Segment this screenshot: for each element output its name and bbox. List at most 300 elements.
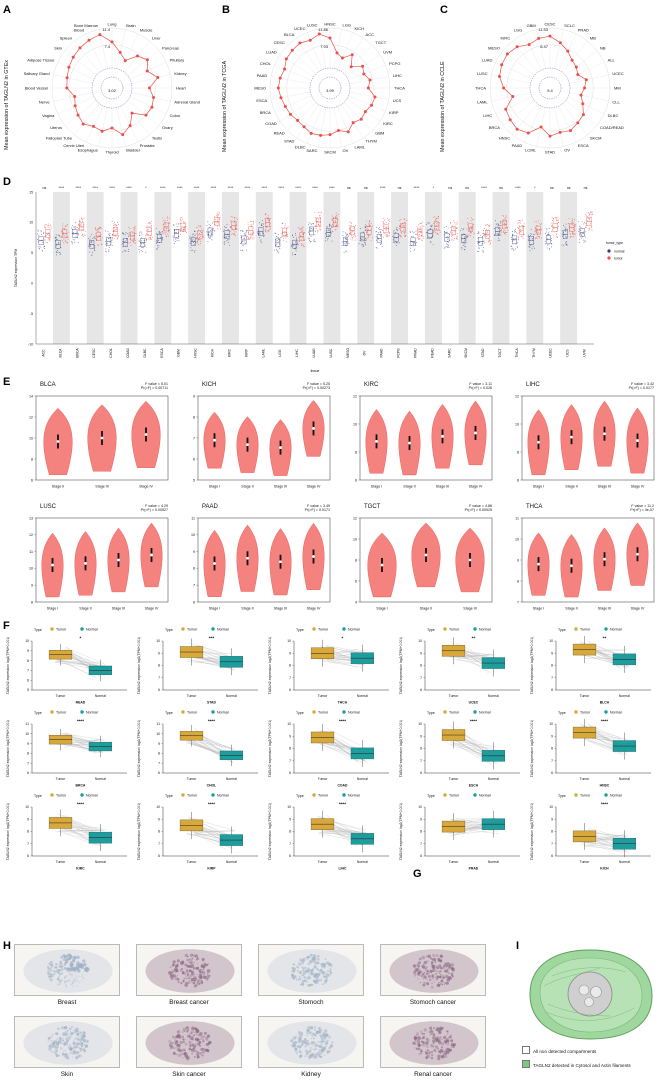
boxplot-chart-esca [395,707,526,789]
svg-text:7.4: 7.4 [104,43,110,49]
f-value: F value = 4.86 [469,504,492,508]
svg-text:Tumor: Tumor [580,710,591,715]
svg-text:6: 6 [31,478,33,483]
svg-text:8: 8 [420,746,422,751]
svg-text:Normal: Normal [618,860,630,864]
svg-text:Tumor: Tumor [580,627,591,632]
svg-text:9: 9 [289,817,291,822]
svg-text:10: 10 [156,805,160,810]
svg-text:Nerve: Nerve [38,99,50,105]
svg-text:normal: normal [614,249,625,254]
svg-text:9: 9 [420,817,422,822]
svg-text:Stage I: Stage I [370,484,383,489]
svg-text:Stage IV: Stage IV [630,606,645,611]
ihc-image-stomoch-cancer [380,944,486,996]
svg-text:Normal: Normal [356,694,368,698]
legend-swatch-nondetected [522,1046,530,1054]
svg-text:SARC: SARC [306,148,318,154]
violin-svg [14,502,174,620]
panel-letter-e: E [3,376,11,388]
svg-text:NB: NB [600,45,606,51]
svg-text:Type: Type [34,628,42,632]
svg-text:13: 13 [29,516,33,521]
svg-text:****: **** [76,801,85,807]
p-value: Pr(>F) = 0.0171 [304,508,330,513]
svg-text:PAAD: PAAD [511,142,523,148]
svg-text:ns: ns [42,186,47,190]
svg-text:8: 8 [551,829,553,834]
svg-text:Normal: Normal [86,627,98,632]
svg-text:****: **** [481,186,487,190]
radial-chart-b [226,4,438,174]
svg-text:Adipose Tissue: Adipose Tissue [27,57,55,63]
ihc-svg [259,1017,364,1068]
svg-text:6: 6 [289,771,291,776]
svg-text:ns: ns [363,186,368,190]
svg-text:10: 10 [418,805,422,810]
boxplot-chart-hnsc [526,707,657,789]
svg-text:Bone Marrow: Bone Marrow [73,22,98,28]
violin-chart-lihc [500,380,660,498]
svg-text:7: 7 [158,675,160,680]
boxplot-svg [2,707,133,789]
boxplot-svg [395,707,526,789]
svg-text:Spleen: Spleen [59,35,73,41]
svg-text:PAAD: PAAD [379,348,384,358]
svg-text:PRAD: PRAD [577,27,589,33]
svg-text:CESC: CESC [544,21,556,27]
ihc-label: Renal cancer [414,1071,452,1078]
svg-text:9: 9 [289,734,291,739]
svg-text:CHOL: CHOL [259,60,271,66]
svg-text:DLBC: DLBC [294,144,306,150]
svg-text:6: 6 [289,688,291,693]
svg-text:TAGLN2 expression log2(TPM+0.0: TAGLN2 expression log2(TPM+0.001) [137,636,141,695]
svg-text:STAD: STAD [481,348,486,358]
svg-text:12: 12 [353,394,357,399]
svg-text:ns: ns [465,186,470,190]
boxplot-svg [395,624,526,706]
svg-text:Bladder: Bladder [126,147,141,153]
svg-text:****: **** [295,186,301,190]
violin-stats [392,504,492,513]
svg-text:MB: MB [589,35,596,41]
svg-text:6: 6 [355,478,357,483]
boxplot-strip-d [8,178,654,374]
svg-text:10: 10 [25,639,29,644]
svg-text:7: 7 [289,841,291,846]
svg-text:6: 6 [551,688,553,693]
svg-text:Tumor: Tumor [187,627,198,632]
svg-text:8: 8 [289,663,291,668]
ihc-svg [381,1017,486,1068]
panel-i-legend-1 [522,1046,596,1054]
svg-text:TAGLN2 expression log2(TPM+0.0: TAGLN2 expression log2(TPM+0.001) [268,802,272,861]
svg-text:6: 6 [193,600,195,605]
svg-text:3.99: 3.99 [326,88,334,93]
svg-text:Tumor: Tumor [187,710,198,715]
svg-text:LGG: LGG [278,349,283,357]
violin-svg [500,502,660,620]
violin-svg [500,380,660,498]
svg-text:Pituitary: Pituitary [169,57,185,63]
svg-text:****: **** [278,186,284,190]
svg-text:Type: Type [34,711,42,715]
svg-text:*: * [341,635,344,641]
svg-text:Normal: Normal [348,793,360,798]
svg-text:Tumor: Tumor [56,710,67,715]
svg-text:Tumor: Tumor [580,793,591,798]
svg-text:9: 9 [420,651,422,656]
svg-text:8: 8 [31,457,33,462]
svg-text:MESO: MESO [345,348,350,358]
f-value: F value = 5.01 [145,382,168,386]
svg-text:4: 4 [355,600,357,605]
violin-stats [68,504,168,513]
svg-text:LIHC: LIHC [338,866,347,871]
svg-text:10: 10 [25,805,29,810]
svg-text:Liver: Liver [151,35,161,41]
svg-text:-10: -10 [28,342,33,347]
svg-text:12: 12 [29,415,33,420]
svg-text:Tumor: Tumor [317,860,328,864]
svg-text:Normal: Normal [86,710,98,715]
violin-stats [554,382,654,391]
svg-text:9: 9 [551,651,553,656]
svg-text:CHOL: CHOL [109,348,114,358]
svg-text:KIRP: KIRP [389,109,399,115]
svg-text:14: 14 [29,394,33,399]
svg-text:Normal: Normal [610,627,622,632]
svg-text:8: 8 [355,558,357,563]
svg-text:6: 6 [289,854,291,859]
violin-title: PAAD [202,504,218,510]
svg-text:PCPG: PCPG [389,60,401,66]
cell-svg [522,946,658,1042]
radial-chart-c [444,4,658,174]
svg-text:Stage IV: Stage IV [139,484,153,489]
radial-chart-a [8,4,220,174]
violin-chart-thca [500,502,660,620]
p-value: Pr(>F) = 0.026 [468,386,492,391]
svg-text:Stage II: Stage II [51,484,65,489]
svg-text:LUSC: LUSC [476,71,488,77]
svg-text:11: 11 [25,722,29,727]
svg-text:Type: Type [296,628,304,632]
svg-text:Stage IV: Stage IV [306,606,321,611]
svg-text:ACC: ACC [365,32,375,38]
svg-text:Normal: Normal [356,860,368,864]
svg-text:8.47: 8.47 [540,43,548,49]
ihc-image-kidney [258,1016,364,1068]
svg-text:Tumor: Tumor [55,860,66,864]
boxplot-chart-kirp [133,790,264,872]
svg-text:7: 7 [551,675,553,680]
svg-text:SKCM: SKCM [589,135,602,141]
svg-text:Stage IV: Stage IV [468,484,483,489]
svg-text:11: 11 [515,516,519,521]
svg-text:Tumor: Tumor [55,777,66,781]
svg-text:GBM: GBM [176,349,181,357]
svg-text:****: **** [244,186,251,190]
panel-c-ytitle: Mean expression of TAGLN2 in CCLE [440,61,446,152]
svg-text:8: 8 [551,746,553,751]
svg-text:Heart: Heart [176,85,186,91]
svg-text:*: * [534,186,536,190]
svg-text:Colon: Colon [169,113,181,119]
svg-text:7: 7 [27,841,29,846]
boxplot-chart-lihc [264,790,395,872]
svg-text:6: 6 [420,688,422,693]
svg-text:10: 10 [156,732,160,736]
violin-stats [230,504,330,513]
svg-text:Tumor: Tumor [186,777,197,781]
svg-text:KIRC: KIRC [383,120,393,126]
svg-text:HNSC: HNSC [193,348,198,358]
svg-text:Type: Type [296,711,304,715]
svg-text:Type: Type [34,794,42,798]
svg-text:Tumor: Tumor [448,860,459,864]
boxplot-svg [526,624,657,706]
svg-text:9: 9 [517,558,519,563]
svg-text:Normal: Normal [610,793,622,798]
svg-text:Stage I: Stage I [532,606,545,611]
svg-text:8: 8 [517,450,519,455]
boxplot-chart-kirc [2,790,133,872]
svg-text:LCML: LCML [525,147,536,153]
svg-text:6: 6 [158,688,160,693]
svg-text:7: 7 [27,761,29,766]
svg-text:UCS: UCS [392,97,402,103]
svg-text:THCA: THCA [394,85,405,91]
svg-text:Stage IV: Stage IV [144,606,159,611]
svg-text:OV: OV [564,147,571,153]
svg-text:****: **** [126,186,132,190]
svg-text:9: 9 [31,583,33,588]
f-value: F value = 11.2 [631,504,654,508]
svg-text:8: 8 [355,450,357,455]
svg-text:SCLC: SCLC [564,22,575,28]
svg-text:5: 5 [27,688,29,693]
svg-text:TAGLN2 expression log2(TPM+0.0: TAGLN2 expression log2(TPM+0.001) [399,802,403,861]
svg-text:MESO: MESO [488,45,500,51]
svg-text:TAGLN2 expression log2(TPM+0.0: TAGLN2 expression log2(TPM+0.001) [6,719,10,778]
svg-text:tumor: tumor [614,256,623,261]
svg-text:6: 6 [355,579,357,584]
svg-text:*: * [79,635,82,641]
svg-text:Tumor: Tumor [449,710,460,715]
svg-text:9: 9 [289,651,291,656]
svg-text:*: * [432,186,435,190]
svg-text:Muscle: Muscle [139,27,153,33]
svg-text:7: 7 [420,841,422,846]
svg-text:6: 6 [27,678,29,683]
svg-text:LGG: LGG [342,22,351,28]
ihc-image-stomoch [258,944,364,996]
p-value: Pr(>F) = 0.00527 [140,508,168,513]
svg-text:8: 8 [517,579,519,584]
svg-text:LUSC: LUSC [328,348,333,358]
violin-stats [554,504,654,513]
svg-text:BRCA: BRCA [259,109,271,115]
ihc-image-skin-cancer [136,1016,242,1068]
svg-text:Type: Type [165,711,173,715]
svg-text:7.93: 7.93 [320,43,328,49]
svg-text:Adrenal Gland: Adrenal Gland [174,99,200,105]
svg-text:ESCA: ESCA [577,142,589,148]
svg-text:****: **** [469,718,478,724]
svg-text:5: 5 [31,251,33,256]
svg-text:7: 7 [420,758,422,763]
svg-text:UCS: UCS [565,349,570,357]
svg-text:TAGLN2 expression log2(TPM+0.0: TAGLN2 expression log2(TPM+0.001) [530,719,534,778]
svg-text:6: 6 [27,771,29,776]
svg-text:THCA: THCA [475,85,486,91]
svg-text:Tumor: Tumor [579,777,590,781]
svg-text:****: **** [75,186,82,190]
svg-text:9: 9 [27,817,29,822]
svg-text:Normal: Normal [94,860,106,864]
boxplot-svg [264,624,395,706]
ihc-svg [137,1017,242,1068]
ihc-svg [259,945,364,996]
svg-text:KICH: KICH [210,348,215,358]
svg-text:ESCA: ESCA [159,348,164,358]
svg-text:OV: OV [362,350,367,356]
svg-text:THYM: THYM [531,348,536,358]
svg-text:Normal: Normal [217,627,229,632]
svg-text:10: 10 [25,732,29,736]
svg-text:DLBC: DLBC [607,113,619,119]
svg-text:HNSC: HNSC [599,783,610,788]
panel-i-legend-2 [522,1060,631,1069]
svg-text:****: **** [92,186,98,190]
svg-text:KIRC: KIRC [500,35,511,41]
violin-title: BLCA [40,382,56,388]
svg-text:5.4: 5.4 [547,88,553,93]
ihc-label: Stomoch [298,999,324,1006]
violin-title: KIRC [364,382,379,388]
svg-text:HNSC: HNSC [324,21,336,27]
panel-b-ytitle: Mean expression of TAGLN2 in TCGA [222,60,228,152]
svg-text:BRCA: BRCA [488,125,500,131]
boxplot-chart-coad [264,707,395,789]
svg-text:TGCT: TGCT [375,40,387,46]
panel-letter-g: G [413,868,422,880]
boxplot-chart-thca [264,624,395,706]
svg-text:CESC: CESC [273,40,285,46]
svg-text:8: 8 [158,829,160,834]
panel-letter-b: B [222,4,230,16]
svg-text:9: 9 [193,549,195,554]
svg-text:LAML: LAML [477,99,488,105]
boxplot-svg [526,790,657,872]
panel-a-ytitle: Mean expression of TAGLN2 in GTEx [4,60,10,150]
svg-text:LUAD: LUAD [312,348,316,358]
f-value: F value = 3.42 [631,382,654,386]
svg-text:ns: ns [448,186,453,190]
svg-text:TAGLN2 expression log2(TPM+0.0: TAGLN2 expression log2(TPM+0.001) [399,636,403,695]
svg-text:Tumor: Tumor [55,694,66,698]
svg-text:THYM: THYM [365,138,377,144]
svg-text:ESCA: ESCA [256,97,268,103]
boxplot-chart-blca [526,624,657,706]
svg-text:GBM: GBM [526,22,536,28]
svg-text:0: 0 [31,281,33,286]
svg-text:MM: MM [614,85,621,91]
svg-text:Stage III: Stage III [597,606,612,611]
svg-text:11: 11 [191,516,195,521]
ihc-image-breast-cancer [136,944,242,996]
svg-text:****: **** [207,718,216,724]
svg-text:STAD: STAD [284,138,295,144]
svg-text:10: 10 [287,639,291,644]
svg-text:****: **** [76,718,85,724]
violin-chart-kirc [338,380,498,498]
svg-text:CHOL: CHOL [206,783,217,788]
svg-text:Tumor: Tumor [449,793,460,798]
ihc-label: Stomoch cancer [409,999,457,1006]
violin-chart-blca [14,380,174,498]
svg-text:CESC: CESC [92,348,97,358]
svg-text:KIRP: KIRP [244,349,249,357]
p-value: Pr(>F) = 0.00273 [302,386,330,391]
svg-text:Type: Type [427,628,435,632]
svg-text:6: 6 [517,478,519,483]
svg-text:LUAD: LUAD [481,57,493,63]
svg-text:8: 8 [420,663,422,668]
ihc-svg [15,945,120,996]
boxplot-svg [395,790,526,872]
svg-text:9: 9 [27,741,29,746]
svg-text:Lung: Lung [107,21,117,27]
boxplot-chart-prad [395,790,526,872]
boxplot-svg [264,790,395,872]
svg-text:Tumor: Tumor [449,627,460,632]
svg-text:THCA: THCA [337,700,348,705]
violin-svg [176,502,336,620]
boxplot-chart-stad [133,624,264,706]
svg-text:7: 7 [158,761,160,766]
ihc-label: Breast [57,999,77,1006]
svg-text:10: 10 [353,422,357,427]
svg-text:10: 10 [29,436,33,441]
svg-text:Normal: Normal [479,710,491,715]
f-value: F value = 5.25 [307,382,330,386]
svg-text:Normal: Normal [356,777,368,781]
svg-text:TGCT: TGCT [498,348,502,358]
svg-text:ns: ns [397,186,402,190]
svg-text:8: 8 [27,829,29,834]
svg-text:8: 8 [31,600,33,605]
svg-text:Type: Type [558,711,566,715]
svg-text:10: 10 [549,805,553,810]
svg-text:Normal: Normal [94,777,106,781]
f-value: F value = 4.29 [145,504,168,508]
svg-text:Stage IV: Stage IV [630,484,645,489]
svg-text:8: 8 [289,746,291,751]
ihc-label: Kidney [301,1071,321,1078]
svg-text:15: 15 [29,190,33,195]
svg-text:KICH: KICH [354,26,365,32]
svg-text:tissue: tissue [310,369,320,373]
svg-text:Normal: Normal [225,777,237,781]
svg-text:Stage II: Stage II [565,484,578,489]
svg-text:Stage III: Stage III [273,606,288,611]
svg-text:10: 10 [515,422,519,427]
svg-text:****: **** [338,801,347,807]
svg-text:**: ** [602,635,607,641]
